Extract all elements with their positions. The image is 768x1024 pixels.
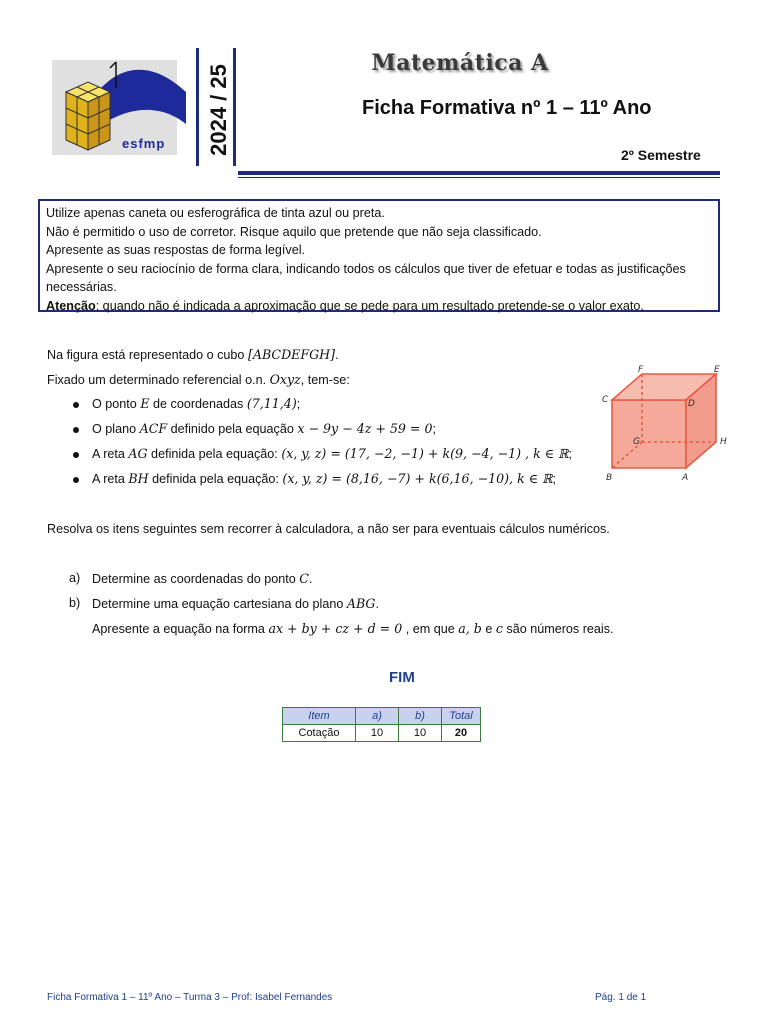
frame-name: Oxyz (269, 372, 301, 387)
vertex-label-H: H (720, 437, 727, 447)
bullet-math: AG (128, 446, 148, 461)
item-text: . (308, 572, 313, 586)
attention-text: : quando não é indicada a aproximação que se pede para um resultado pretende-se o valor exato. (95, 298, 644, 313)
item-text: . (375, 597, 379, 611)
vertex-label-E: E (714, 365, 720, 375)
attention-label: Atenção (46, 298, 96, 313)
semester-label: 2º Semestre (621, 147, 701, 163)
cube-name: [ABCDEFGH] (247, 347, 336, 362)
score-header-cell: a) (356, 708, 399, 725)
worksheet-title: Ficha Formativa nº 1 – 11º Ano (362, 97, 652, 119)
bullet-text: ; (432, 422, 436, 436)
item-a (92, 571, 312, 586)
vertex-label-B: B (606, 473, 613, 483)
header-rule-thin (238, 177, 720, 178)
intro-text: Na figura está representado o cubo (47, 348, 248, 362)
bullet-text: ; (552, 472, 556, 486)
score-table-row (283, 725, 481, 742)
item-math: ABG (346, 596, 376, 611)
instruction-line: Apresente as suas respostas de forma legível. (46, 243, 306, 258)
attention-line (46, 297, 712, 316)
bullet-dot (73, 477, 79, 483)
bullet-item (92, 421, 436, 436)
item-math: ax + by + cz + d = 0 (268, 621, 403, 636)
bullet-text: definida pela equação: (147, 447, 282, 461)
vertex-label-F: F (638, 365, 644, 375)
school-logo (46, 52, 196, 162)
instruction-line: Utilize apenas caneta ou esferográfica de tinta azul ou preta. (46, 206, 385, 220)
item-b (92, 596, 379, 611)
item-label: b) (69, 596, 81, 610)
score-table (282, 707, 481, 742)
item-text: Determine uma equação cartesiana do plano (92, 597, 347, 611)
intro-text: Fixado um determinado referencial o.n. (47, 373, 270, 387)
subject-title: Matemática A (371, 50, 549, 76)
bullet-text: ; (568, 447, 572, 461)
score-cell: 10 (356, 725, 399, 742)
vertex-label-C: C (602, 395, 609, 405)
item-math: a, b (458, 621, 482, 636)
bullet-text: definida pela equação: (148, 472, 283, 486)
item-math: c (495, 621, 503, 636)
intro-end: . (335, 348, 339, 362)
school-year: 2024 / 25 (206, 64, 231, 156)
bullet-math: E (140, 396, 150, 411)
vertex-label-D: D (688, 399, 695, 409)
item-math: C (299, 571, 309, 586)
score-total-cell: 20 (442, 725, 481, 742)
bullet-dot (73, 427, 79, 433)
logo-cubes-icon (46, 52, 196, 162)
bullet-text: de coordenadas (149, 397, 247, 411)
intro-line-2 (47, 372, 350, 387)
bullet-dot (73, 452, 79, 458)
score-table-header (283, 708, 481, 725)
item-text: são números reais. (502, 622, 614, 636)
footer-left: Ficha Formativa 1 – 11º Ano – Turma 3 – Prof: Isabel Fernandes (47, 992, 333, 1003)
item-b-extra (92, 621, 614, 636)
intro-end: , tem-se: (300, 373, 350, 387)
item-text: Apresente a equação na forma (92, 622, 269, 636)
item-text: e (481, 622, 496, 636)
instruction-line: Apresente o seu raciocínio de forma clara, indicando todos os cálculos que tiver de efetuar e todas as justificações necessárias. (46, 261, 686, 295)
bullet-item (92, 446, 572, 461)
item-text: , em que (402, 622, 459, 636)
instruction-line: Não é permitido o uso de corretor. Risque aquilo que pretende que não seja classificado. (46, 224, 542, 239)
bullet-text: ; (296, 397, 301, 411)
score-header-cell: Total (442, 708, 481, 725)
score-cell: Cotação (283, 725, 356, 742)
item-label: a) (69, 571, 81, 585)
intro-line-1 (47, 347, 339, 362)
bullet-math: (x, y, z) = (17, −2, −1) + k(9, −4, −1) , k ∈ ℝ (281, 446, 569, 461)
end-marker: FIM (389, 669, 415, 686)
cube-diagram (598, 362, 738, 486)
bullet-text: O plano (92, 422, 140, 436)
instructions-box (38, 199, 720, 312)
bullet-math: x − 9y − 4z + 59 = 0 (297, 421, 433, 436)
bullet-text: A reta (92, 472, 129, 486)
score-cell: 10 (399, 725, 442, 742)
footer-page: Pág. 1 de 1 (595, 992, 647, 1003)
vertex-label-G: G (633, 437, 640, 447)
item-text: Determine as coordenadas do ponto (92, 572, 300, 586)
score-header-cell: b) (399, 708, 442, 725)
bullet-dot (73, 402, 79, 408)
bullet-math: (7,11,4) (246, 396, 297, 411)
bullet-text: definido pela equação (167, 422, 298, 436)
bullet-math: (x, y, z) = (8,16, −7) + k(6,16, −10), k ∈ ℝ (282, 471, 553, 486)
bullet-item (92, 396, 300, 411)
cube-figure (598, 362, 738, 486)
score-header-cell: Item (283, 708, 356, 725)
vertex-label-A: A (682, 473, 689, 483)
header-rule-thick (238, 171, 720, 175)
bullet-math: BH (128, 471, 149, 486)
bullet-item (92, 471, 556, 486)
resolve-instruction: Resolva os itens seguintes sem recorrer à calculadora, a não ser para eventuais cálculos numéricos. (47, 522, 610, 536)
bullet-text: A reta (92, 447, 129, 461)
bullet-text: O ponto (92, 397, 141, 411)
bullet-math: ACF (139, 421, 168, 436)
logo-text: esfmp (122, 136, 166, 151)
